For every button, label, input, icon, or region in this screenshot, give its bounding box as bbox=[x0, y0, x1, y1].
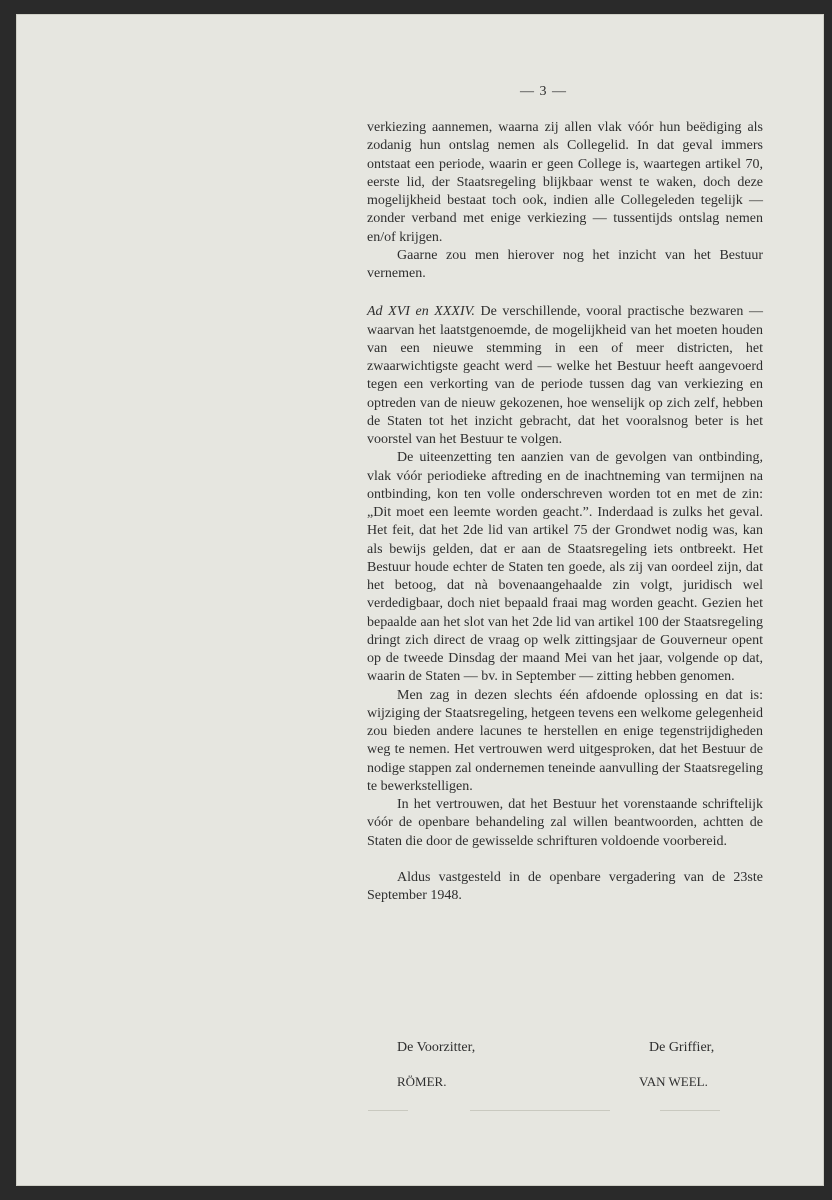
paragraph: Men zag in dezen slechts één afdoende oplossing en dat is: wijziging der Staatsregeling, hetgeen tevens een welkome gelegenheid zou bieden andere lacunes te herstellen en enige tegenstrijdigheden weg te nemen. Het vertrouwen werd uitgesproken, dat het Bestuur de nodige stappen zal ondernemen teneinde aanvulling der Staatsregeling te bewerkstelligen. bbox=[367, 687, 763, 794]
paragraph: Aldus vastgesteld in de openbare vergadering van de 23ste September 1948. bbox=[367, 869, 763, 903]
clerk-title: De Griffier, bbox=[649, 1040, 715, 1055]
paragraph: De uiteenzetting ten aanzien van de gevolgen van ontbinding, vlak vóór periodieke aftreding en de inachtneming van termijnen na ontbinding, kon ten volle onderschreven worden tot en met de zin: „Dit moet een leemte worden geacht.”. Inderdaad is zulks het geval. Het feit, dat het 2de lid van artikel 75 der Grondwet nodig was, kan als bewijs gelden, dat er aan de Staatsregeling iets ontbreekt. Het Bestuur houde echter de Staten ten goede, als zij van oordeel zijn, dat het betoog, dat nà bovenaangehaalde zin volgt, juridisch wel verdedigbaar, doch niet bepaald fraai mag worden geacht. Gezien het bepaalde aan het slot van het 2de lid van artikel 100 der Staatsregeling dringt zich direct de vraag op welk zittingsjaar de Gouverneur opent op de tweede Dinsdag der maand Mei van het jaar, volgende op dat, waarin de Staten — bv. in September — zitting hebben genomen. bbox=[367, 450, 763, 685]
paragraph: Gaarne zou men hierover nog het inzicht van het Bestuur vernemen. bbox=[367, 247, 763, 281]
faint-mark bbox=[368, 1110, 408, 1111]
paragraph: In het vertrouwen, dat het Bestuur het vorenstaande schriftelijk vóór de openbare behandeling zal willen beantwoorden, achtten de Staten die door de gewisselde schrifturen voldoende voorbereid. bbox=[367, 797, 763, 849]
faint-mark bbox=[660, 1110, 720, 1111]
chairman-title: De Voorzitter, bbox=[397, 1040, 476, 1055]
section-heading: Ad XVI en XXXIV. bbox=[367, 304, 475, 320]
body-text bbox=[367, 119, 763, 905]
faint-mark bbox=[470, 1110, 610, 1111]
chairman-name: RÖMER. bbox=[397, 1074, 447, 1089]
paragraph bbox=[367, 303, 763, 449]
clerk-name: VAN WEEL. bbox=[639, 1074, 708, 1089]
page-number: — 3 — bbox=[520, 84, 567, 99]
paragraph: verkiezing aannemen, waarna zij allen vlak vóór hun beëdiging als zodanig hun ontslag nemen als Collegelid. In dat geval immers ontstaat een periode, waarin er geen College is, waartegen artikel 70, eerste lid, der Staatsregeling blijkbaar wenst te waken, doch deze mogelijkheid bestaat toch ook, indien alle Collegeleden tegelijk — zonder verband met enige verkiezing — tussentijds ontslag nemen en/of krijgen. bbox=[367, 120, 763, 245]
paragraph-text: De verschillende, vooral practische bezwaren — waarvan het laatstgenoemde, de mogelijkheid van het moeten houden van een nieuwe stemming in een of meer districten, het zwaarwichtigste geacht werd — welke het Bestuur heeft aangevoerd tegen een verkorting van de periode tussen dag van verkiezing en optreden van de nieuw gekozenen, hoe wenselijk op zich zelf, hebben de Staten tot het inzicht gebracht, dat het vooralsnog beter is het voorstel van het Bestuur te volgen. bbox=[367, 304, 763, 447]
